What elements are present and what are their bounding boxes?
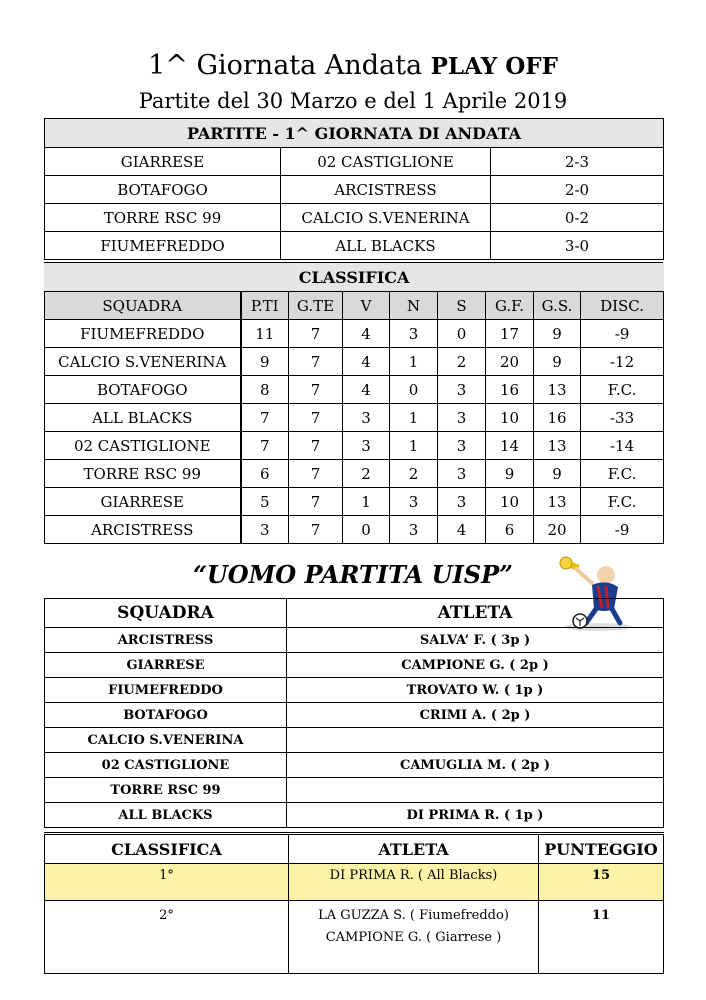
title-main: 1^ Giornata Andata: [148, 50, 423, 81]
standings-heading-row: [45, 263, 664, 292]
uomo-partita-athlete: SALVA’ F. ( 3p ): [287, 628, 664, 653]
uomo-partita-row: [45, 803, 664, 828]
standings-cell: -33: [581, 404, 664, 432]
standings-row: [45, 376, 664, 404]
ranking-position: 1°: [45, 864, 289, 901]
standings-cell: 1: [390, 432, 438, 460]
uomo-partita-title: “UOMO PARTITA UISP”: [193, 560, 513, 589]
match-row: [45, 232, 664, 260]
uomo-partita-team: CALCIO S.VENERINA: [45, 728, 287, 753]
standings-cell: 2: [390, 460, 438, 488]
standings-cell: 4: [438, 516, 486, 544]
uomo-partita-athlete: TROVATO W. ( 1p ): [287, 678, 664, 703]
standings-cell: 9: [486, 460, 534, 488]
ranking-athlete-name: CAMPIONE G. ( Giarrese ): [325, 930, 502, 945]
ranking-position: 2°: [45, 901, 289, 974]
standings-cell: 8: [241, 376, 289, 404]
ranking-column-header: PUNTEGGIO: [539, 834, 664, 864]
ranking-athlete-name: LA GUZZA S. ( Fiumefreddo): [318, 908, 509, 923]
standings-cell: 7: [289, 432, 343, 460]
standings-row: [45, 404, 664, 432]
standings-cell: 14: [486, 432, 534, 460]
standings-cell: 13: [534, 432, 581, 460]
uomo-partita-athlete: [287, 778, 664, 803]
standings-row: [45, 348, 664, 376]
uomo-partita-team: ARCISTRESS: [45, 628, 287, 653]
uomo-partita-row: [45, 778, 664, 803]
standings-team: ALL BLACKS: [45, 404, 241, 432]
uomo-partita-team: BOTAFOGO: [45, 703, 287, 728]
standings-cell: 7: [289, 404, 343, 432]
standings-cell: 3: [438, 376, 486, 404]
uomo-partita-team: GIARRESE: [45, 653, 287, 678]
match-score: 2-3: [491, 148, 664, 176]
standings-cell: 5: [241, 488, 289, 516]
match-row: [45, 176, 664, 204]
standings-cell: 3: [438, 460, 486, 488]
standings-cell: 4: [343, 376, 390, 404]
ranking-table: [44, 832, 664, 974]
uomo-partita-athlete: CAMUGLIA M. ( 2p ): [287, 753, 664, 778]
uomo-partita-team: FIUMEFREDDO: [45, 678, 287, 703]
standings-cell: 3: [343, 404, 390, 432]
standings-cell: -9: [581, 516, 664, 544]
uomo-partita-table: [44, 598, 664, 828]
ranking-athlete-name: DI PRIMA R. ( All Blacks): [329, 868, 498, 883]
matches-heading: PARTITE - 1^ GIORNATA DI ANDATA: [45, 119, 664, 148]
standings-cell: 3: [390, 516, 438, 544]
match-score: 2-0: [491, 176, 664, 204]
ranking-athletes: [289, 864, 539, 901]
standings-cell: 7: [241, 432, 289, 460]
standings-cell: 7: [289, 516, 343, 544]
match-score: 0-2: [491, 204, 664, 232]
uomo-partita-row: [45, 753, 664, 778]
standings-cell: 7: [289, 348, 343, 376]
standings-cell: 13: [534, 488, 581, 516]
standings-cell: 7: [289, 376, 343, 404]
page-title: [0, 48, 706, 85]
standings-cell: 3: [241, 516, 289, 544]
standings-cell: F.C.: [581, 488, 664, 516]
uomo-partita-row: [45, 628, 664, 653]
match-row: [45, 204, 664, 232]
standings-cell: 13: [534, 376, 581, 404]
matches-heading-row: [45, 119, 664, 148]
match-away-team: ALL BLACKS: [281, 232, 491, 260]
standings-cell: 6: [241, 460, 289, 488]
standings-cell: 9: [534, 348, 581, 376]
standings-cell: 7: [289, 460, 343, 488]
standings-cell: 3: [438, 488, 486, 516]
match-home-team: BOTAFOGO: [45, 176, 281, 204]
standings-cell: 20: [486, 348, 534, 376]
standings-cell: 3: [438, 404, 486, 432]
standings-cell: 0: [390, 376, 438, 404]
standings-team: ARCISTRESS: [45, 516, 241, 544]
standings-cell: -12: [581, 348, 664, 376]
standings-cell: 9: [534, 320, 581, 348]
standings-column-header: S: [438, 292, 486, 320]
standings-cell: -9: [581, 320, 664, 348]
matches-table: [44, 118, 664, 260]
standings-column-header: N: [390, 292, 438, 320]
uomo-partita-row: [45, 653, 664, 678]
standings-cell: 2: [343, 460, 390, 488]
ranking-column-headers: [45, 834, 664, 864]
standings-cell: 7: [289, 320, 343, 348]
standings-cell: 3: [438, 432, 486, 460]
standings-cell: 10: [486, 488, 534, 516]
uomo-partita-athlete: [287, 728, 664, 753]
uomo-partita-team: ALL BLACKS: [45, 803, 287, 828]
standings-row: [45, 460, 664, 488]
page-subtitle: Partite del 30 Marzo e del 1 Aprile 2019: [138, 89, 568, 113]
standings-row: [45, 516, 664, 544]
standings-team: BOTAFOGO: [45, 376, 241, 404]
standings-cell: 6: [486, 516, 534, 544]
standings-row: [45, 488, 664, 516]
standings-cell: 16: [534, 404, 581, 432]
standings-cell: 3: [390, 320, 438, 348]
standings-cell: 4: [343, 320, 390, 348]
standings-cell: 17: [486, 320, 534, 348]
match-away-team: ARCISTRESS: [281, 176, 491, 204]
standings-cell: 1: [343, 488, 390, 516]
uomo-partita-column-headers: [45, 599, 664, 628]
standings-team: FIUMEFREDDO: [45, 320, 241, 348]
ranking-points: 11: [539, 901, 664, 974]
standings-cell: 4: [343, 348, 390, 376]
standings-cell: 9: [534, 460, 581, 488]
standings-column-headers: [45, 292, 664, 320]
ranking-row: [45, 901, 664, 974]
standings-team: 02 CASTIGLIONE: [45, 432, 241, 460]
standings-team: GIARRESE: [45, 488, 241, 516]
standings-column-header: G.S.: [534, 292, 581, 320]
standings-column-header: G.TE: [289, 292, 343, 320]
standings-table: [44, 262, 664, 544]
standings-cell: F.C.: [581, 460, 664, 488]
match-home-team: TORRE RSC 99: [45, 204, 281, 232]
standings-column-header: G.F.: [486, 292, 534, 320]
ranking-row: [45, 864, 664, 901]
standings-column-header: SQUADRA: [45, 292, 241, 320]
standings-cell: 7: [241, 404, 289, 432]
ranking-column-header: CLASSIFICA: [45, 834, 289, 864]
standings-cell: -14: [581, 432, 664, 460]
standings-cell: 7: [289, 488, 343, 516]
uomo-partita-athlete: CAMPIONE G. ( 2p ): [287, 653, 664, 678]
standings-cell: F.C.: [581, 376, 664, 404]
uomo-partita-athlete: DI PRIMA R. ( 1p ): [287, 803, 664, 828]
standings-cell: 16: [486, 376, 534, 404]
standings-column-header: V: [343, 292, 390, 320]
standings-cell: 3: [390, 488, 438, 516]
uomo-partita-row: [45, 678, 664, 703]
uomo-partita-team: 02 CASTIGLIONE: [45, 753, 287, 778]
uomo-partita-column-header: ATLETA: [287, 599, 664, 628]
uomo-partita-row: [45, 728, 664, 753]
match-away-team: 02 CASTIGLIONE: [281, 148, 491, 176]
standings-cell: 10: [486, 404, 534, 432]
standings-cell: 20: [534, 516, 581, 544]
standings-cell: 2: [438, 348, 486, 376]
uomo-partita-athlete: CRIMI A. ( 2p ): [287, 703, 664, 728]
standings-cell: 9: [241, 348, 289, 376]
match-away-team: CALCIO S.VENERINA: [281, 204, 491, 232]
standings-heading: CLASSIFICA: [45, 263, 664, 292]
standings-team: TORRE RSC 99: [45, 460, 241, 488]
standings-row: [45, 432, 664, 460]
standings-cell: 1: [390, 348, 438, 376]
uomo-partita-row: [45, 703, 664, 728]
standings-cell: 0: [438, 320, 486, 348]
match-home-team: GIARRESE: [45, 148, 281, 176]
standings-row: [45, 320, 664, 348]
title-bold: PLAY OFF: [430, 53, 558, 80]
match-home-team: FIUMEFREDDO: [45, 232, 281, 260]
match-row: [45, 148, 664, 176]
ranking-points: 15: [539, 864, 664, 901]
uomo-partita-team: TORRE RSC 99: [45, 778, 287, 803]
standings-cell: 0: [343, 516, 390, 544]
ranking-column-header: ATLETA: [289, 834, 539, 864]
uomo-partita-column-header: SQUADRA: [45, 599, 287, 628]
standings-cell: 11: [241, 320, 289, 348]
match-score: 3-0: [491, 232, 664, 260]
standings-cell: 1: [390, 404, 438, 432]
standings-team: CALCIO S.VENERINA: [45, 348, 241, 376]
standings-cell: 3: [343, 432, 390, 460]
ranking-athletes: [289, 901, 539, 974]
standings-column-header: P.TI: [241, 292, 289, 320]
standings-column-header: DISC.: [581, 292, 664, 320]
